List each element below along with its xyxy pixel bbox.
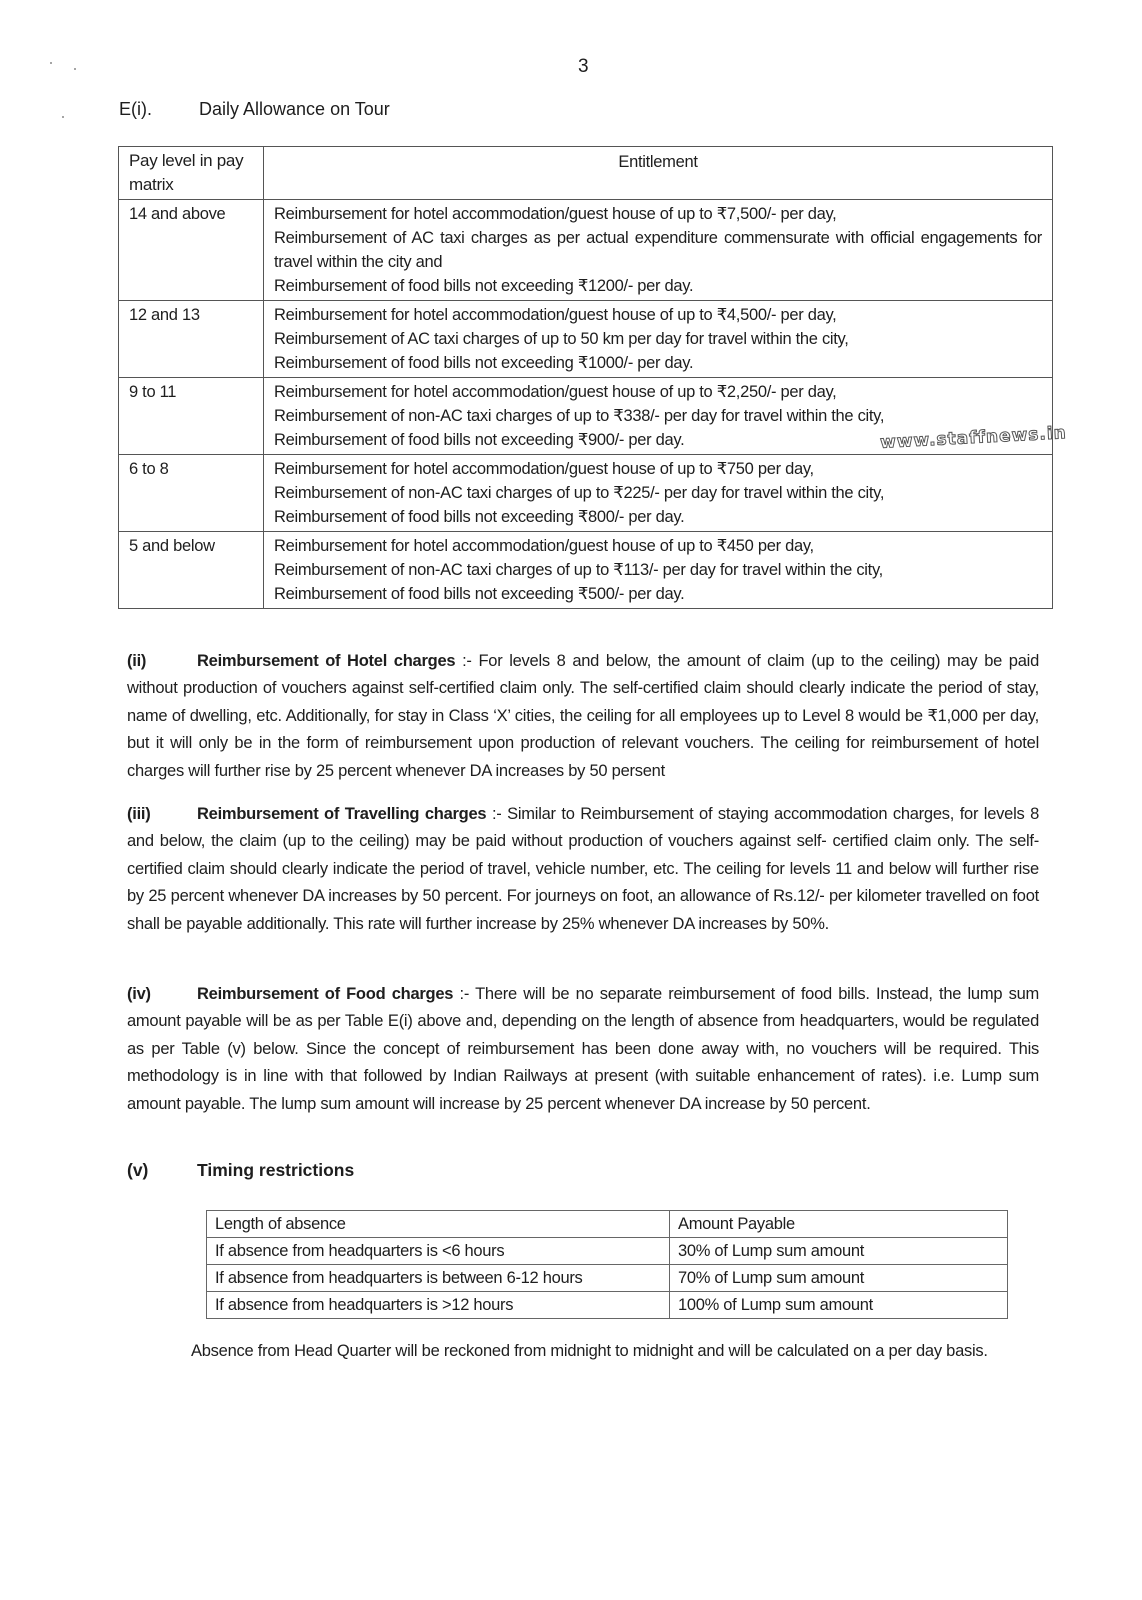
table-row <box>207 1292 1008 1319</box>
entitlement-line: Reimbursement of food bills not exceeding ₹500/- per day. <box>274 585 685 603</box>
section-number: E(i). <box>119 99 152 119</box>
entitlement-line: Reimbursement of AC taxi charges as per actual expenditure commensurate with official engagements for travel within the city and <box>274 229 1042 271</box>
table-row <box>207 1238 1008 1265</box>
cell-length: If absence from headquarters is >12 hours <box>207 1292 670 1319</box>
entitlement-line: Reimbursement of food bills not exceeding ₹1000/- per day. <box>274 354 694 372</box>
scan-speck <box>62 116 64 118</box>
closing-paragraph: Absence from Head Quarter will be reckoned from midnight to midnight and will be calculated on a per day basis. <box>191 1342 988 1360</box>
entitlement-line: Reimbursement of non-AC taxi charges of up to ₹225/- per day for travel within the city, <box>274 484 885 502</box>
daily-allowance-table <box>118 146 1053 609</box>
paragraph-hotel-charges <box>127 648 1039 785</box>
entitlement-line: Reimbursement for hotel accommodation/guest house of up to ₹750 per day, <box>274 460 814 478</box>
timing-restrictions-heading <box>127 1160 354 1181</box>
cell-pay-level: 5 and below <box>119 532 264 609</box>
cell-length: If absence from headquarters is <6 hours <box>207 1238 670 1265</box>
subheading-title: Timing restrictions <box>197 1160 355 1180</box>
scan-speck <box>50 62 52 64</box>
cell-pay-level: 6 to 8 <box>119 455 264 532</box>
paragraph-title: Reimbursement of Hotel charges <box>197 652 456 670</box>
header-length-of-absence: Length of absence <box>207 1211 670 1238</box>
cell-amount: 30% of Lump sum amount <box>670 1238 1008 1265</box>
entitlement-line: Reimbursement of food bills not exceeding ₹1200/- per day. <box>274 277 694 295</box>
paragraph-label: (ii) <box>127 652 147 670</box>
entitlement-line: Reimbursement for hotel accommodation/guest house of up to ₹450 per day, <box>274 537 814 555</box>
daily-allowance-table-body <box>119 200 1053 609</box>
entitlement-line: Reimbursement for hotel accommodation/guest house of up to ₹4,500/- per day, <box>274 306 837 324</box>
entitlement-line: Reimbursement of non-AC taxi charges of up to ₹113/- per day for travel within the city, <box>274 561 883 579</box>
header-entitlement: Entitlement <box>264 147 1053 200</box>
section-title: Daily Allowance on Tour <box>199 99 390 119</box>
paragraph-travelling-charges <box>127 801 1039 938</box>
table-row <box>119 532 1053 609</box>
cell-pay-level: 9 to 11 <box>119 378 264 455</box>
cell-entitlement <box>264 200 1053 301</box>
scan-speck <box>74 68 76 70</box>
header-pay-level: Pay level in pay matrix <box>119 147 264 200</box>
table-row <box>119 301 1053 378</box>
paragraph-title: Reimbursement of Food charges <box>197 985 454 1003</box>
table-row <box>119 455 1053 532</box>
entitlement-line: Reimbursement of food bills not exceeding ₹800/- per day. <box>274 508 685 526</box>
watermark: www.staffnews.in <box>879 423 1068 453</box>
table-row <box>119 200 1053 301</box>
section-heading <box>119 99 390 120</box>
cell-amount: 70% of Lump sum amount <box>670 1265 1008 1292</box>
cell-amount: 100% of Lump sum amount <box>670 1292 1008 1319</box>
page-number: 3 <box>578 56 589 77</box>
cell-entitlement <box>264 532 1053 609</box>
paragraph-text: :- Similar to Reimbursement of staying accommodation charges, for levels 8 and below, the claim (up to the ceiling) may be paid without production of vouchers against self- certified claim only. The self-certified claim should clearly indicate the period of travel, vehicle number, etc. The ceiling for levels 11 and below will further rise by 25 percent whenever DA increases by 50 percent. For journeys on foot, an allowance of Rs.12/- per kilometer travelled on foot shall be payable additionally. This rate will further increase by 25% whenever DA increases by 50%. <box>127 805 1040 933</box>
entitlement-line: Reimbursement of non-AC taxi charges of up to ₹338/- per day for travel within the city, <box>274 407 885 425</box>
cell-entitlement <box>264 301 1053 378</box>
paragraph-text: :- For levels 8 and below, the amount of claim (up to the ceiling) may be paid without production of vouchers against self-certified claim only. The self-certified claim should clearly indicate the period of stay, name of dwelling, etc. Additionally, for stay in Class ‘X’ cities, the ceiling for all employees up to Level 8 would be ₹1,000 per day, but it will only be in the form of reimbursement upon production of relevant vouchers. The ceiling for reimbursement of hotel charges will further rise by 25 percent whenever DA increases by 50 persent <box>127 652 1040 780</box>
cell-pay-level: 14 and above <box>119 200 264 301</box>
paragraph-title: Reimbursement of Travelling charges <box>197 805 487 823</box>
header-amount-payable: Amount Payable <box>670 1211 1008 1238</box>
paragraph-text: :- There will be no separate reimbursement of food bills. Instead, the lump sum amount payable will be as per Table E(i) above and, depending on the length of absence from headquarters, would be regulated as per Table (v) below. Since the concept of reimbursement has been done away with, no vouchers will be required. This methodology is in line with that followed by Indian Railways at present (with suitable enhancement of rates). i.e. Lump sum amount payable. The lump sum amount will increase by 25 percent whenever DA increase by 50 percent. <box>127 985 1039 1113</box>
table-header-row <box>207 1211 1008 1238</box>
entitlement-line: Reimbursement for hotel accommodation/guest house of up to ₹2,250/- per day, <box>274 383 837 401</box>
cell-length: If absence from headquarters is between 6-12 hours <box>207 1265 670 1292</box>
table-header-row <box>119 147 1053 200</box>
subheading-label: (v) <box>127 1160 149 1180</box>
table-row <box>207 1265 1008 1292</box>
paragraph-food-charges <box>127 981 1039 1118</box>
cell-pay-level: 12 and 13 <box>119 301 264 378</box>
paragraph-label: (iv) <box>127 985 151 1003</box>
entitlement-line: Reimbursement for hotel accommodation/guest house of up to ₹7,500/- per day, <box>274 205 837 223</box>
timing-restrictions-table <box>206 1210 1008 1319</box>
entitlement-line: Reimbursement of food bills not exceeding ₹900/- per day. <box>274 431 685 449</box>
paragraph-label: (iii) <box>127 805 151 823</box>
entitlement-line: Reimbursement of AC taxi charges of up to 50 km per day for travel within the city, <box>274 330 849 348</box>
cell-entitlement <box>264 455 1053 532</box>
